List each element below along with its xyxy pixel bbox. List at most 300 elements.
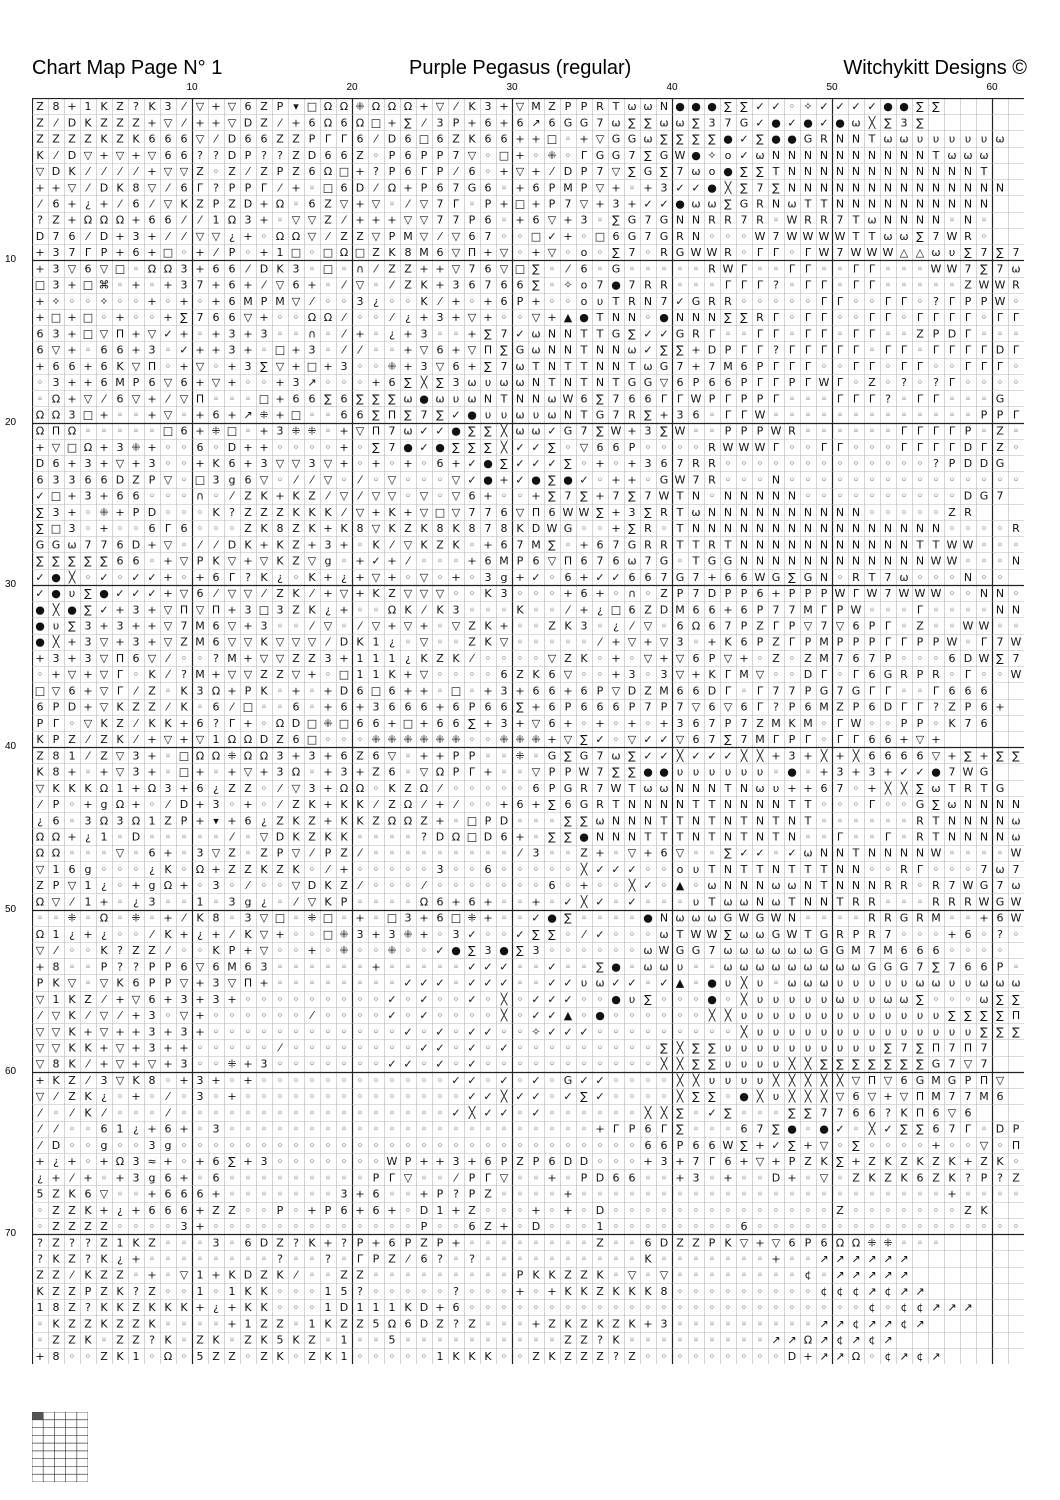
grid-cell-symbol: T: [980, 782, 988, 795]
grid-cell-symbol: υ: [773, 1090, 779, 1103]
grid-cell-symbol: 6: [469, 230, 476, 243]
grid-cell-symbol: ω: [627, 555, 636, 568]
grid-cell-symbol: 3: [53, 327, 60, 340]
grid-cell-symbol: Ω: [244, 749, 252, 762]
grid-cell-symbol: Z: [484, 1220, 492, 1233]
grid-cell-symbol: ▽: [660, 376, 669, 389]
grid-cell-symbol: ✓: [467, 993, 476, 1006]
grid-cell-symbol: o: [581, 295, 588, 308]
grid-cell-symbol: T: [580, 360, 588, 373]
grid-cell-symbol: ∑: [660, 1042, 668, 1055]
grid-cell-symbol: 3: [229, 327, 236, 340]
grid-cell-symbol: N: [804, 149, 812, 162]
grid-cell-symbol: Γ: [821, 441, 828, 454]
grid-cell-symbol: 3: [485, 100, 492, 113]
grid-cell-symbol: ◦: [437, 1139, 444, 1152]
grid-cell-symbol: Z: [356, 749, 364, 762]
grid-cell-symbol: ∑: [644, 409, 652, 422]
grid-cell-symbol: ?: [341, 1236, 347, 1249]
grid-cell-symbol: D: [292, 717, 300, 730]
grid-cell-symbol: ◦: [533, 652, 540, 665]
grid-cell-symbol: +: [835, 749, 844, 762]
grid-cell-symbol: 6: [501, 506, 508, 519]
grid-cell-symbol: 6: [533, 684, 540, 697]
grid-cell-symbol: +: [531, 798, 540, 811]
grid-cell-symbol: Z: [276, 668, 284, 681]
grid-cell-symbol: ▽: [164, 733, 173, 746]
grid-cell-symbol: ◦: [549, 1090, 556, 1103]
grid-cell-symbol: G: [628, 230, 637, 243]
grid-cell-symbol: ⁄: [356, 847, 363, 860]
grid-cell-symbol: ⁄: [132, 733, 139, 746]
grid-cell-symbol: ✓: [451, 1106, 460, 1119]
grid-cell-symbol: ω: [995, 133, 1004, 146]
grid-cell-symbol: ∑: [676, 1106, 684, 1119]
grid-cell-symbol: o: [581, 279, 588, 292]
grid-cell-symbol: Γ: [725, 409, 732, 422]
grid-cell-symbol: ▽: [836, 620, 845, 633]
grid-cell-symbol: 3: [261, 960, 268, 973]
grid-cell-symbol: ◦: [357, 831, 364, 844]
grid-cell-symbol: ✓: [435, 1042, 444, 1055]
grid-cell-symbol: ◦: [149, 1220, 156, 1233]
grid-cell-symbol: ⁄: [628, 620, 635, 633]
grid-cell-symbol: Γ: [965, 668, 972, 681]
grid-cell-symbol: υ: [901, 977, 907, 990]
grid-cell-symbol: ◦: [469, 198, 476, 211]
grid-cell-symbol: R: [596, 100, 604, 113]
grid-cell-symbol: +: [99, 766, 108, 779]
grid-cell-symbol: ◦: [645, 1301, 652, 1314]
grid-cell-symbol: Z: [132, 1334, 140, 1347]
grid-cell-symbol: ◦: [949, 490, 956, 503]
grid-cell-symbol: ¿: [261, 814, 267, 827]
grid-cell-symbol: ◦: [597, 993, 604, 1006]
grid-cell-symbol: υ: [917, 1025, 923, 1038]
grid-cell-symbol: ╳: [708, 1008, 717, 1022]
grid-cell-symbol: ⁜: [387, 944, 396, 957]
grid-cell-symbol: ◦: [789, 295, 796, 308]
grid-cell-symbol: ⁄: [564, 603, 571, 616]
grid-cell-symbol: N: [980, 587, 988, 600]
grid-cell-symbol: Z: [308, 652, 316, 665]
grid-cell-symbol: ◦: [645, 1042, 652, 1055]
grid-cell-symbol: +: [531, 701, 540, 714]
grid-cell-symbol: 6: [645, 1139, 652, 1152]
grid-cell-symbol: 3: [309, 782, 316, 795]
grid-cell-symbol: ✓: [723, 749, 732, 762]
grid-cell-symbol: ◦: [437, 327, 444, 340]
grid-cell-symbol: M: [739, 668, 749, 681]
grid-cell-symbol: ✓: [579, 1074, 588, 1087]
grid-cell-symbol: K: [52, 977, 60, 990]
grid-cell-symbol: 6: [293, 733, 300, 746]
grid-cell-symbol: 6: [581, 555, 588, 568]
grid-cell-symbol: □: [355, 246, 365, 259]
grid-cell-symbol: ◦: [229, 912, 236, 925]
grid-cell-symbol: ▽: [836, 1090, 845, 1103]
grid-cell-symbol: K: [948, 717, 956, 730]
grid-cell-symbol: +: [643, 636, 652, 649]
grid-cell-symbol: ◦: [709, 490, 716, 503]
grid-cell-symbol: 7: [565, 490, 572, 503]
grid-cell-symbol: Ω: [324, 165, 332, 178]
grid-cell-symbol: ◦: [341, 1106, 348, 1119]
grid-cell-symbol: 8: [501, 522, 508, 535]
grid-cell-symbol: ◦: [757, 1334, 764, 1347]
grid-cell-symbol: ◦: [837, 360, 844, 373]
grid-cell-symbol: ◦: [309, 977, 316, 990]
grid-cell-symbol: 3: [181, 1058, 188, 1071]
grid-cell-symbol: ◦: [821, 490, 828, 503]
grid-cell-symbol: ◦: [885, 327, 892, 340]
grid-cell-symbol: +: [83, 1171, 92, 1184]
grid-cell-symbol: Π: [916, 1106, 924, 1119]
grid-cell-symbol: G: [612, 149, 621, 162]
grid-cell-symbol: ◦: [405, 863, 412, 876]
grid-cell-symbol: ◦: [805, 831, 812, 844]
grid-cell-symbol: +: [499, 116, 508, 129]
grid-cell-symbol: ⁄: [164, 944, 171, 957]
grid-cell-symbol: ▽: [100, 636, 109, 649]
grid-cell-symbol: ◦: [389, 895, 396, 908]
grid-cell-symbol: ∑: [324, 392, 332, 405]
grid-cell-symbol: ▽: [676, 847, 685, 860]
grid-cell-symbol: υ: [789, 1009, 795, 1022]
grid-cell-symbol: D: [772, 1171, 780, 1184]
grid-cell-symbol: Z: [36, 133, 44, 146]
grid-cell-symbol: ✓: [595, 863, 604, 876]
grid-cell-symbol: ◦: [277, 1139, 284, 1152]
grid-cell-symbol: ◦: [549, 279, 556, 292]
grid-cell-symbol: 7: [981, 1042, 988, 1055]
grid-cell-symbol: Z: [372, 814, 380, 827]
grid-cell-symbol: υ: [757, 993, 763, 1006]
grid-cell-symbol: K: [180, 701, 188, 714]
grid-cell-symbol: ◦: [581, 230, 588, 243]
grid-cell-symbol: ⁜: [291, 425, 300, 438]
grid-cell-symbol: N: [964, 165, 972, 178]
grid-cell-symbol: ◦: [181, 490, 188, 503]
grid-cell-symbol: ?: [133, 1285, 139, 1298]
grid-cell-symbol: ◦: [949, 668, 956, 681]
grid-cell-symbol: ◦: [613, 1204, 620, 1217]
grid-cell-symbol: ◦: [325, 1220, 332, 1233]
page-thumbnail-map: [32, 1412, 88, 1482]
grid-cell-symbol: R: [644, 538, 652, 551]
grid-cell-symbol: ω: [851, 116, 860, 129]
grid-cell-symbol: G: [916, 798, 925, 811]
grid-cell-symbol: Z: [580, 847, 588, 860]
grid-cell-symbol: 3: [213, 798, 220, 811]
grid-cell-symbol: ◦: [277, 441, 284, 454]
grid-cell-symbol: ▽: [180, 165, 189, 178]
grid-cell-symbol: ◦: [421, 960, 428, 973]
grid-cell-symbol: ¿: [341, 571, 347, 584]
grid-cell-symbol: ●: [67, 603, 77, 616]
grid-cell-symbol: K: [212, 1334, 220, 1347]
grid-cell-symbol: +: [611, 522, 620, 535]
grid-cell-symbol: ╳: [676, 1057, 685, 1071]
grid-cell-symbol: K: [100, 944, 108, 957]
grid-cell-symbol: ▽: [692, 701, 701, 714]
grid-cell-symbol: ◦: [965, 555, 972, 568]
grid-cell-symbol: ◦: [805, 1171, 812, 1184]
grid-cell-symbol: R: [1012, 279, 1020, 292]
grid-cell-symbol: +: [371, 506, 380, 519]
grid-cell-symbol: Z: [100, 116, 108, 129]
grid-cell-symbol: N: [708, 506, 716, 519]
grid-cell-symbol: □: [435, 506, 445, 519]
grid-cell-symbol: 7: [709, 944, 716, 957]
grid-cell-symbol: Z: [260, 506, 268, 519]
grid-cell-symbol: K: [164, 717, 172, 730]
grid-cell-symbol: ◦: [197, 1317, 204, 1330]
grid-cell-symbol: ◦: [565, 133, 572, 146]
grid-cell-symbol: ▽: [436, 587, 445, 600]
grid-cell-symbol: ⁄: [308, 295, 315, 308]
grid-cell-symbol: ◦: [181, 847, 188, 860]
grid-cell-symbol: Γ: [757, 376, 764, 389]
grid-cell-symbol: ⁄: [420, 603, 427, 616]
grid-cell-symbol: ◦: [533, 1139, 540, 1152]
grid-cell-symbol: Γ: [949, 441, 956, 454]
grid-cell-symbol: ◦: [773, 1301, 780, 1314]
grid-cell-symbol: W: [979, 895, 990, 908]
grid-cell-symbol: ▽: [852, 1074, 861, 1087]
grid-cell-symbol: Z: [68, 1090, 76, 1103]
grid-cell-symbol: ✓: [659, 198, 668, 211]
grid-cell-symbol: ◦: [421, 457, 428, 470]
grid-cell-symbol: ▽: [948, 1106, 957, 1119]
grid-cell-symbol: Z: [660, 587, 668, 600]
grid-cell-symbol: N: [772, 198, 780, 211]
grid-cell-symbol: ω: [819, 960, 828, 973]
grid-cell-symbol: ⁜: [435, 733, 444, 746]
grid-cell-symbol: ◦: [533, 1301, 540, 1314]
grid-cell-symbol: ⁄: [84, 181, 91, 194]
grid-cell-symbol: ╳: [868, 115, 877, 129]
grid-cell-symbol: Γ: [997, 311, 1004, 324]
grid-cell-symbol: ?: [933, 295, 939, 308]
grid-cell-symbol: ◦: [357, 376, 364, 389]
grid-cell-symbol: ◦: [549, 847, 556, 860]
grid-cell-symbol: ◦: [805, 1220, 812, 1233]
grid-cell-symbol: +: [483, 766, 492, 779]
grid-cell-symbol: D: [964, 652, 972, 665]
grid-cell-symbol: 3: [197, 847, 204, 860]
grid-cell-symbol: Γ: [725, 392, 732, 405]
grid-cell-symbol: +: [51, 181, 60, 194]
grid-cell-symbol: ◦: [885, 441, 892, 454]
grid-cell-symbol: 6: [821, 1236, 828, 1249]
grid-cell-symbol: P: [629, 441, 636, 454]
grid-cell-symbol: ◦: [549, 295, 556, 308]
grid-cell-symbol: ◦: [309, 1188, 316, 1201]
grid-cell-symbol: 3: [245, 603, 252, 616]
grid-cell-symbol: W: [723, 441, 734, 454]
grid-cell-symbol: ◦: [805, 425, 812, 438]
grid-cell-symbol: ◦: [805, 1301, 812, 1314]
grid-cell-symbol: Z: [36, 1269, 44, 1282]
grid-cell-symbol: R: [964, 782, 972, 795]
grid-cell-symbol: ∑: [484, 327, 492, 340]
grid-cell-symbol: +: [419, 262, 428, 275]
grid-cell-symbol: K: [308, 603, 316, 616]
grid-cell-symbol: ◦: [453, 1220, 460, 1233]
grid-cell-symbol: ◦: [549, 814, 556, 827]
grid-cell-symbol: P: [309, 133, 316, 146]
grid-cell-symbol: ∑: [724, 1106, 732, 1119]
grid-cell-symbol: Ω: [148, 782, 156, 795]
grid-cell-symbol: ✓: [915, 766, 924, 779]
grid-cell-symbol: ◦: [245, 993, 252, 1006]
grid-cell-symbol: ↗: [771, 1334, 780, 1347]
grid-cell-symbol: ?: [933, 376, 939, 389]
grid-cell-symbol: ◦: [581, 1236, 588, 1249]
grid-cell-symbol: ◦: [741, 1188, 748, 1201]
grid-cell-symbol: ω: [899, 993, 908, 1006]
grid-cell-symbol: +: [531, 895, 540, 908]
grid-cell-symbol: Ω: [292, 766, 300, 779]
grid-cell-symbol: ◦: [773, 1285, 780, 1298]
grid-cell-symbol: ◦: [773, 262, 780, 275]
grid-cell-symbol: Γ: [965, 311, 972, 324]
grid-cell-symbol: N: [740, 798, 748, 811]
grid-cell-symbol: 3: [133, 1155, 140, 1168]
grid-cell-symbol: ▽: [36, 944, 45, 957]
grid-cell-symbol: 3: [133, 749, 140, 762]
grid-cell-symbol: ╳: [580, 862, 589, 876]
grid-cell-symbol: +: [611, 473, 620, 486]
grid-cell-symbol: ✓: [435, 425, 444, 438]
grid-cell-symbol: Z: [244, 782, 252, 795]
grid-cell-symbol: □: [451, 684, 461, 697]
grid-cell-symbol: ◦: [677, 1301, 684, 1314]
grid-cell-symbol: +: [99, 149, 108, 162]
grid-cell-symbol: ◦: [389, 457, 396, 470]
grid-cell-symbol: ◦: [533, 620, 540, 633]
grid-cell-symbol: K: [884, 1155, 892, 1168]
grid-cell-symbol: +: [499, 100, 508, 113]
grid-cell-symbol: +: [147, 246, 156, 259]
grid-cell-symbol: ✓: [627, 977, 636, 990]
grid-cell-symbol: ✓: [467, 960, 476, 973]
grid-cell-symbol: K: [356, 798, 364, 811]
grid-cell-symbol: 3: [133, 603, 140, 616]
grid-cell-symbol: ◦: [661, 993, 668, 1006]
grid-cell-symbol: Γ: [853, 668, 860, 681]
grid-cell-symbol: G: [516, 344, 525, 357]
grid-cell-symbol: ▽: [564, 668, 573, 681]
grid-cell-symbol: ∑: [1012, 993, 1020, 1006]
grid-cell-symbol: T: [644, 831, 652, 844]
grid-cell-symbol: ◦: [917, 1188, 924, 1201]
grid-cell-symbol: ✓: [35, 587, 44, 600]
grid-cell-symbol: ◦: [885, 409, 892, 422]
grid-cell-symbol: ✓: [467, 1025, 476, 1038]
grid-cell-symbol: ¿: [149, 863, 155, 876]
grid-cell-symbol: Γ: [741, 279, 748, 292]
grid-cell-symbol: D: [580, 1155, 588, 1168]
grid-cell-symbol: 3: [309, 344, 316, 357]
grid-cell-symbol: W: [979, 279, 990, 292]
grid-cell-symbol: W: [659, 490, 670, 503]
grid-cell-symbol: ▽: [388, 490, 397, 503]
grid-cell-symbol: G: [676, 571, 685, 584]
grid-cell-symbol: K: [420, 538, 428, 551]
grid-cell-symbol: ◦: [709, 1334, 716, 1347]
grid-cell-symbol: D: [132, 831, 140, 844]
grid-cell-symbol: ◦: [453, 1025, 460, 1038]
grid-cell-symbol: ◦: [213, 1220, 220, 1233]
grid-cell-symbol: ↗: [851, 1269, 860, 1282]
grid-cell-symbol: K: [324, 1350, 332, 1363]
grid-cell-symbol: ◦: [885, 262, 892, 275]
grid-cell-symbol: ω: [659, 960, 668, 973]
grid-cell-symbol: Z: [132, 116, 140, 129]
grid-cell-symbol: ▽: [100, 977, 109, 990]
grid-cell-symbol: ◦: [693, 1220, 700, 1233]
grid-cell-symbol: ω: [803, 960, 812, 973]
grid-cell-symbol: ω: [691, 912, 700, 925]
grid-cell-symbol: ⁄: [276, 116, 283, 129]
grid-cell-symbol: ◦: [405, 1334, 412, 1347]
grid-cell-symbol: υ: [965, 133, 971, 146]
grid-cell-symbol: ∑: [996, 993, 1004, 1006]
grid-cell-symbol: D: [180, 798, 188, 811]
grid-cell-symbol: ◦: [597, 944, 604, 957]
grid-cell-symbol: K: [276, 538, 284, 551]
grid-cell-symbol: Γ: [725, 684, 732, 697]
grid-cell-symbol: ◦: [261, 798, 268, 811]
grid-cell-symbol: ▽: [68, 262, 77, 275]
grid-cell-symbol: ▽: [308, 636, 317, 649]
grid-cell-symbol: ◦: [565, 863, 572, 876]
grid-cell-symbol: ∑: [596, 506, 604, 519]
grid-cell-symbol: 3: [293, 262, 300, 275]
grid-cell-symbol: ◦: [485, 993, 492, 1006]
grid-cell-symbol: 8: [149, 1074, 156, 1087]
grid-cell-symbol: ╳: [500, 992, 509, 1006]
grid-cell-symbol: ⁜: [387, 733, 396, 746]
grid-cell-symbol: ◦: [165, 749, 172, 762]
grid-cell-symbol: 6: [181, 522, 188, 535]
grid-cell-symbol: Z: [292, 603, 300, 616]
grid-cell-symbol: Ω: [420, 782, 428, 795]
grid-cell-symbol: +: [803, 749, 812, 762]
grid-cell-symbol: G: [868, 960, 877, 973]
grid-cell-symbol: P: [453, 116, 460, 129]
grid-cell-symbol: ∑: [708, 1090, 716, 1103]
grid-cell-symbol: ▽: [404, 214, 413, 227]
grid-cell-symbol: R: [804, 214, 812, 227]
grid-cell-symbol: ◦: [581, 717, 588, 730]
grid-cell-symbol: +: [643, 847, 652, 860]
grid-cell-symbol: ◦: [517, 1009, 524, 1022]
grid-cell-symbol: ◦: [629, 1090, 636, 1103]
grid-cell-symbol: Γ: [821, 327, 828, 340]
grid-cell-symbol: K: [52, 1074, 60, 1087]
grid-cell-symbol: ◦: [181, 473, 188, 486]
grid-cell-symbol: W: [995, 295, 1006, 308]
grid-cell-symbol: ◦: [661, 1171, 668, 1184]
grid-cell-symbol: W: [947, 555, 958, 568]
grid-cell-symbol: Γ: [1013, 344, 1020, 357]
grid-cell-symbol: +: [627, 457, 636, 470]
grid-cell-symbol: ⁄: [116, 165, 123, 178]
grid-cell-symbol: ╳: [740, 976, 749, 990]
